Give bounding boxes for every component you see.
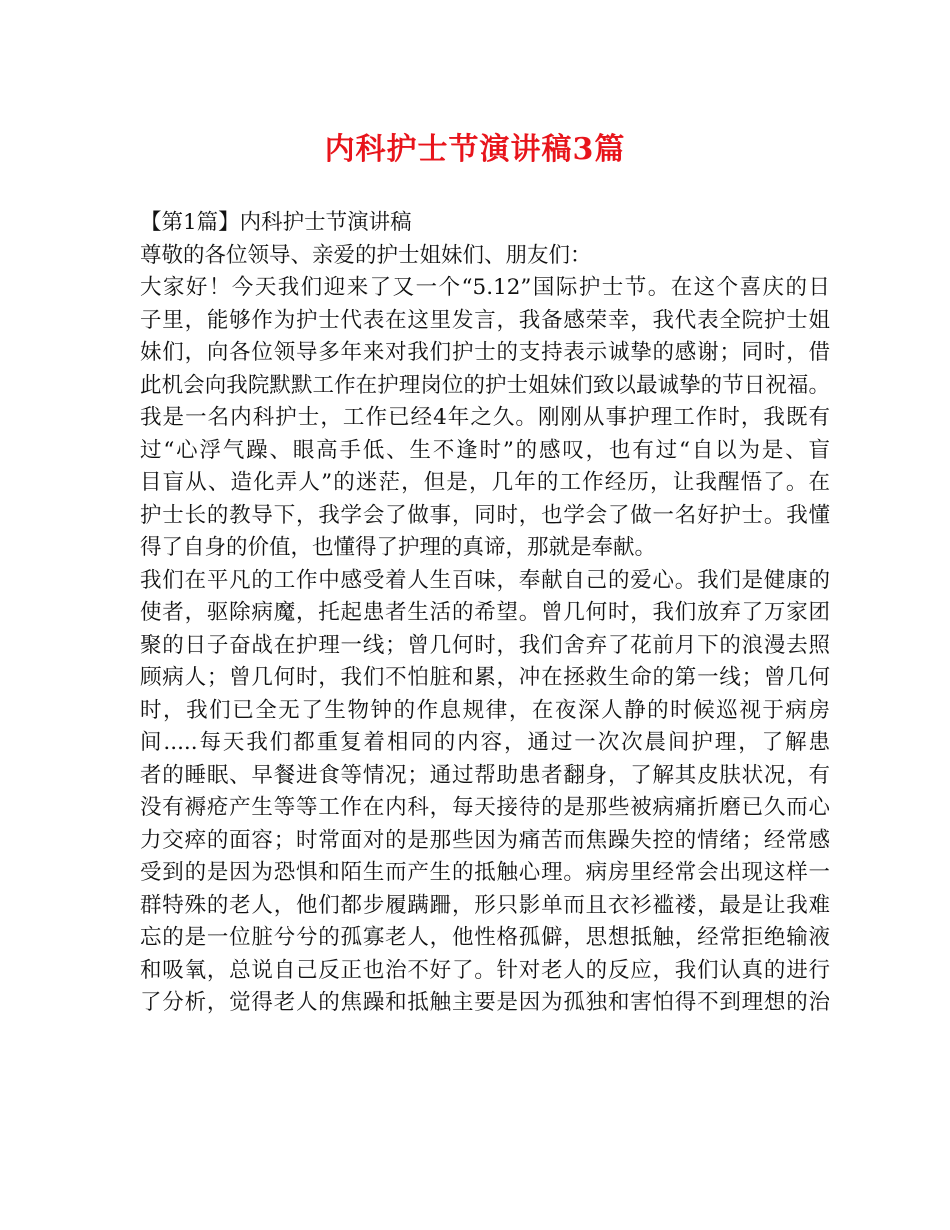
salutation-line: 尊敬的各位领导、亲爱的护士姐妹们、朋友们： (140, 242, 592, 268)
text-line: 没有褥疮产生等等工作在内科，每天接待的是那些被病痛折磨已久而心 (140, 795, 830, 820)
text-line: 聚的日子奋战在护理一线；曾几何时，我们舍弃了花前月下的浪漫去照 (140, 632, 830, 658)
text-line: 力交瘁的面容；时常面对的是那些因为痛苦而焦躁失控的情绪；经常感 (140, 827, 830, 853)
text-line: 受到的是因为恐惧和陌生而产生的抵触心理。病房里经常会出现这样一 (140, 860, 830, 885)
text-line: 此机会向我院默默工作在护理岗位的护士姐妹们致以最诚挚的节日祝福。 (140, 372, 830, 398)
text-line: 了分析，觉得老人的焦躁和抵触主要是因为孤独和害怕得不到理想的治 (140, 990, 830, 1015)
text-line: 忘的是一位脏兮兮的孤寡老人，他性格孤僻，思想抵触，经常拒绝输液 (140, 925, 830, 950)
text-line: 群特殊的老人，他们都步履蹒跚，形只影单而且衣衫褴褛，最是让我难 (140, 892, 830, 918)
text-line: 顾病人；曾几何时，我们不怕脏和累，冲在拯救生命的第一线；曾几何 (140, 665, 830, 690)
text-line: 时，我们已全无了生物钟的作息规律，在夜深人静的时候巡视于病房 (140, 697, 830, 723)
text-line: 目盲从、造化弄人”的迷茫，但是，几年的工作经历，让我醒悟了。在 (140, 470, 830, 495)
text-line: 子里，能够作为护士代表在这里发言，我备感荣幸，我代表全院护士姐 (140, 307, 830, 333)
document-title: 内科护士节演讲稿3篇 (324, 132, 626, 167)
text-line: 者的睡眠、早餐进食等情况；通过帮助患者翻身，了解其皮肤状况，有 (140, 762, 830, 788)
text-line: 间.....每天我们都重复着相同的内容，通过一次次晨间护理，了解患 (140, 730, 830, 755)
text-line: 我是一名内科护士，工作已经4年之久。刚刚从事护理工作时，我既有 (140, 405, 830, 430)
text-line: 得了自身的价值，也懂得了护理的真谛，那就是奉献。 (140, 535, 657, 560)
section-heading: 【第1篇】内科护士节演讲稿 (140, 210, 412, 235)
document-body (140, 207, 830, 1020)
text-line: 使者，驱除病魔，托起患者生活的希望。曾几何时，我们放弃了万家团 (140, 600, 830, 625)
text-line: 妹们，向各位领导多年来对我们护士的支持表示诚挚的感谢；同时，借 (140, 340, 830, 365)
text-line: 我们在平凡的工作中感受着人生百味，奉献自己的爱心。我们是健康的 (140, 567, 830, 593)
text-line: 过“心浮气躁、眼高手低、生不逢时”的感叹，也有过“自以为是、盲 (140, 437, 830, 463)
text-line: 和吸氧，总说自己反正也治不好了。针对老人的反应，我们认真的进行 (140, 957, 830, 983)
text-line: 护士长的教导下，我学会了做事，同时，也学会了做一名好护士。我懂 (140, 502, 830, 528)
text-line: 大家好！今天我们迎来了又一个“5.12”国际护士节。在这个喜庆的日 (140, 275, 830, 300)
